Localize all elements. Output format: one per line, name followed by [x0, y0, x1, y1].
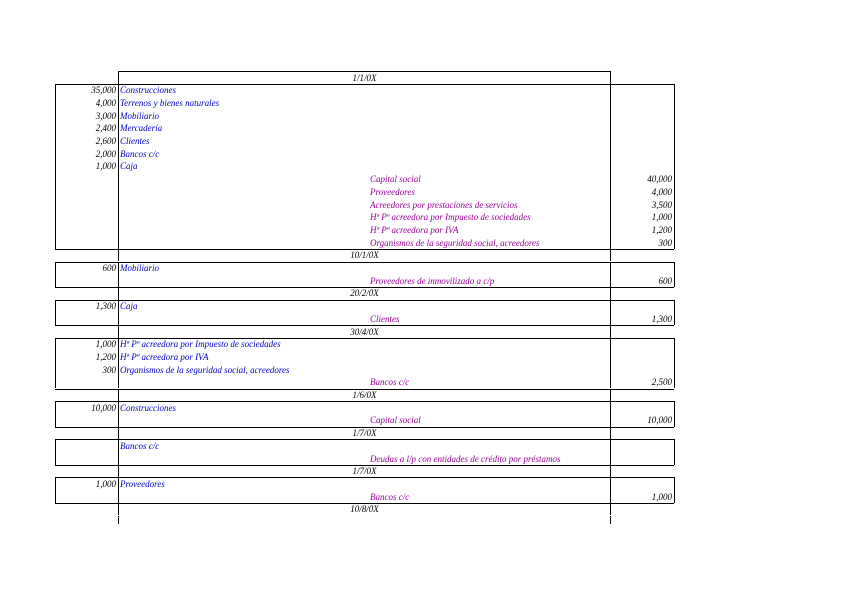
credit-account: Bancos c/c [370, 377, 410, 388]
entry-left-line [55, 84, 56, 249]
entry-date: 20/2/0X [350, 288, 379, 299]
credit-amount: 4,000 [651, 186, 672, 197]
credit-account: Proveedores [370, 186, 415, 197]
credit-amount: 1,200 [651, 224, 672, 235]
entry-right-line [674, 338, 675, 389]
entry-right-line [674, 477, 675, 502]
entry-left-line [55, 262, 56, 287]
date-band-right-line [610, 503, 611, 516]
entry-date: 1/7/0X [352, 428, 377, 439]
date-band-right-line [610, 287, 611, 300]
credit-account: Capital social [370, 415, 421, 426]
credit-amount: 300 [658, 237, 672, 248]
date-band-right-line [610, 325, 611, 338]
entry-column-line [610, 477, 611, 502]
debit-amount: 600 [102, 263, 116, 273]
credit-account: Bancos c/c [370, 491, 410, 502]
date-band-right-line [610, 71, 611, 84]
credit-amount: 600 [658, 275, 672, 286]
entry-column-line [118, 338, 119, 389]
entry-date: 10/1/0X [350, 250, 379, 261]
entry-column-line [610, 439, 611, 464]
debit-account: Terrenos y bienes naturales [120, 97, 220, 108]
credit-amount: 1,300 [651, 313, 672, 324]
debit-amount: 300 [102, 364, 116, 375]
debit-amount: 35,000 [91, 85, 116, 96]
entry-top-line [55, 300, 674, 301]
debit-account: Bancos c/c [120, 148, 160, 159]
entry-column-line [118, 300, 119, 325]
debit-amount: 4,000 [95, 97, 116, 108]
date-band-right-line [610, 465, 611, 478]
debit-account: Clientes [120, 136, 150, 146]
debit-account: Mercadería [120, 123, 163, 134]
debit-amount: 10,000 [91, 402, 116, 413]
entry-column-line [118, 84, 119, 249]
debit-account: Hª Pª acreedora por Impuesto de sociedades [120, 339, 281, 350]
debit-amount: 1,000 [95, 478, 116, 489]
entry-left-line [55, 477, 56, 502]
entry-right-line [674, 84, 675, 249]
entry-column-line [118, 477, 119, 502]
credit-amount: 1,000 [651, 212, 672, 223]
entry-date: 1/1/0X [352, 72, 377, 83]
debit-account: Proveedores [120, 478, 165, 489]
entry-right-line [674, 262, 675, 287]
debit-amount: 2,400 [95, 123, 116, 134]
credit-amount: 40,000 [647, 174, 672, 185]
debit-account: Organismos de la seguridad social, acreedores [120, 364, 290, 375]
debit-account: Caja [120, 301, 138, 312]
credit-amount: 10,000 [647, 415, 672, 426]
entry-column-line [610, 84, 611, 249]
entry-column-line [118, 262, 119, 287]
debit-account: Mobiliario [120, 110, 160, 121]
entry-column-line [118, 401, 119, 426]
entry-date: 1/6/0X [352, 390, 377, 400]
entry-date: 10/8/0X [350, 504, 379, 515]
debit-amount: 3,000 [95, 110, 116, 121]
credit-account: Proveedores de inmovilizado a c/p [370, 275, 495, 286]
entry-column-line [118, 439, 119, 464]
entry-column-line [610, 338, 611, 389]
credit-amount: 1,000 [651, 491, 672, 502]
column-line [118, 516, 119, 524]
credit-account: Hª Pª acreedora por Impuesto de sociedades [370, 212, 531, 223]
entry-date: 1/7/0X [352, 466, 377, 477]
entry-date: 30/4/0X [350, 326, 379, 337]
date-band-right-line [610, 249, 611, 262]
entry-left-line [55, 401, 56, 426]
debit-account: Mobiliario [120, 263, 160, 273]
entry-left-line [55, 439, 56, 464]
credit-amount: 3,500 [651, 199, 672, 210]
credit-account: Clientes [370, 313, 400, 324]
debit-amount: 1,000 [95, 339, 116, 350]
debit-amount: 2,600 [95, 136, 116, 146]
credit-amount: 2,500 [651, 377, 672, 388]
credit-account: Hª Pª acreedora por IVA [370, 224, 459, 235]
entry-right-line [674, 439, 675, 464]
column-line [610, 516, 611, 524]
date-band-right-line [610, 427, 611, 440]
debit-account: Bancos c/c [120, 440, 160, 451]
debit-amount: 1,300 [95, 301, 116, 312]
debit-amount: 2,000 [95, 148, 116, 159]
debit-account: Caja [120, 161, 138, 172]
date-band-right-line [610, 389, 611, 402]
credit-account: Organismos de la seguridad social, acreedores [370, 237, 540, 248]
debit-account: Construcciones [120, 85, 176, 96]
entry-right-line [674, 300, 675, 325]
debit-account: Construcciones [120, 402, 176, 413]
entry-left-line [55, 300, 56, 325]
entry-column-line [610, 401, 611, 426]
debit-amount: 1,200 [95, 351, 116, 362]
debit-account: Hª Pª acreedora por IVA [120, 351, 209, 362]
debit-amount: 1,000 [95, 161, 116, 172]
entry-column-line [610, 300, 611, 325]
credit-account: Acreedores por prestaciones de servicios [370, 199, 518, 210]
entry-left-line [55, 338, 56, 389]
credit-account: Capital social [370, 174, 421, 185]
entry-right-line [674, 401, 675, 426]
credit-account: Deudas a l/p con entidades de crédito por préstamos [370, 453, 561, 464]
entry-column-line [610, 262, 611, 287]
